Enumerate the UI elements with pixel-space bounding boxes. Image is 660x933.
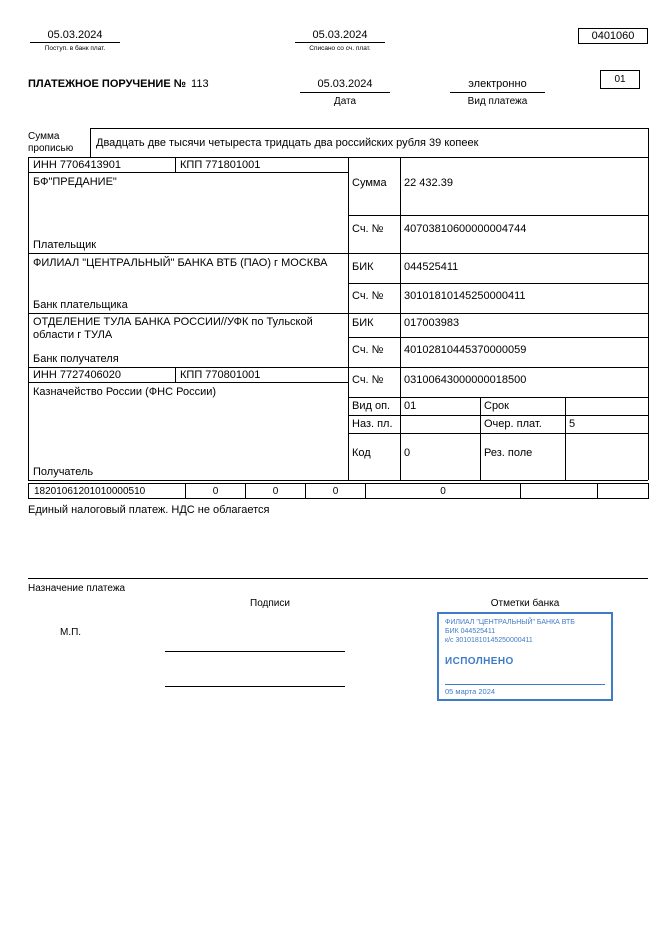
date-debited-caption: Списано со сч. плат.: [309, 45, 371, 52]
underline: [450, 92, 545, 93]
payer-bank-bik: 044525411: [404, 261, 459, 273]
signatures-label: Подписи: [250, 598, 290, 609]
payment-kind-label: Вид платежа: [467, 96, 528, 107]
payment-purpose-caption: Назначение платежа: [28, 583, 126, 594]
payer-kpp: КПП 771801001: [180, 159, 261, 171]
payee-bank-name: ОТДЕЛЕНИЕ ТУЛА БАНКА РОССИИ//УФК по Тульской области г ТУЛА: [33, 316, 313, 341]
status-code-box: 01: [600, 70, 640, 89]
payee-bank-bik-label: БИК: [352, 317, 374, 329]
form-code-box: 0401060: [578, 28, 648, 44]
amount-words-label-1: Сумма: [28, 131, 60, 142]
stamp-bik: БИК 044525411: [445, 628, 496, 635]
grid-line: [175, 157, 176, 172]
srok-label: Срок: [484, 400, 509, 412]
payer-name: БФ"ПРЕДАНИЕ": [33, 176, 117, 188]
tax-cell: [598, 484, 648, 498]
kod-value: 0: [404, 447, 411, 459]
stamp-date: 05 марта 2024: [445, 684, 605, 696]
op-type-label: Вид оп.: [352, 400, 391, 412]
tax-cell: 0: [186, 484, 246, 498]
tax-cell: 0: [306, 484, 366, 498]
grid-line: [90, 128, 91, 157]
payment-kind: электронно: [468, 78, 527, 90]
tax-cell: 0: [366, 484, 521, 498]
grid-line: [348, 215, 648, 216]
kbk-cell: 18201061201010000510: [29, 484, 186, 498]
stamp-place-label: М.П.: [60, 627, 82, 638]
payee-bank-caption: Банк получателя: [33, 353, 119, 365]
grid-line: [480, 397, 481, 480]
amount-words-label-2: прописью: [28, 143, 74, 154]
underline: [295, 42, 385, 43]
grid-line: [28, 367, 648, 368]
grid-line: [565, 397, 566, 480]
doc-date-label: Дата: [333, 96, 357, 107]
payer-inn: ИНН 7706413901: [33, 159, 122, 171]
stamp-status: ИСПОЛНЕНО: [445, 656, 514, 667]
date-debited-account: 05.03.2024: [312, 29, 368, 41]
tax-cell: 0: [246, 484, 306, 498]
payee-inn: ИНН 7727406020: [33, 369, 122, 381]
grid-line: [28, 253, 648, 254]
grid-line: [400, 157, 401, 480]
tax-fields-row: [28, 483, 649, 499]
rez-pole-label: Рез. поле: [484, 447, 533, 459]
doc-title-row: [28, 78, 209, 91]
signature-line-1: [165, 651, 345, 652]
payee-account: 03100643000000018500: [404, 374, 527, 386]
grid-line: [648, 128, 649, 480]
grid-line: [28, 313, 648, 314]
payer-account: 40703810600000004744: [404, 223, 527, 235]
date-received-caption: Поступ. в банк плат.: [44, 45, 106, 52]
kod-label: Код: [352, 447, 371, 459]
sum-label: Сумма: [352, 177, 387, 189]
signature-line-2: [165, 686, 345, 687]
doc-title: ПЛАТЕЖНОЕ ПОРУЧЕНИЕ №: [28, 78, 186, 90]
payer-bank-caption: Банк плательщика: [33, 299, 128, 311]
doc-number: 113: [191, 78, 209, 90]
underline: [300, 92, 390, 93]
tax-cell: [521, 484, 598, 498]
sum-value: 22 432.39: [404, 177, 453, 189]
payee-bank-account-label: Сч. №: [352, 344, 384, 356]
payee-bank-account: 40102810445370000059: [404, 344, 527, 356]
ocher-plat-label: Очер. плат.: [484, 418, 542, 430]
underline: [30, 42, 120, 43]
payee-name: Казначейство России (ФНС России): [33, 386, 217, 398]
date-received-bank: 05.03.2024: [47, 29, 103, 41]
doc-date: 05.03.2024: [317, 78, 373, 90]
payee-bank-bik: 017003983: [404, 317, 460, 329]
payer-account-label: Сч. №: [352, 223, 384, 235]
payee-kpp: КПП 770801001: [180, 369, 261, 381]
bank-marks-label: Отметки банка: [490, 598, 560, 609]
bank-stamp: [437, 612, 613, 701]
payer-bank-account: 30101810145250000411: [404, 290, 526, 302]
naz-pl-label: Наз. пл.: [352, 418, 393, 430]
grid-line: [28, 172, 348, 173]
grid-line: [90, 128, 648, 129]
grid-line: [175, 367, 176, 382]
grid-line: [348, 415, 648, 416]
purpose-underline: [28, 578, 648, 579]
amount-in-words: Двадцать две тысячи четыреста тридцать два российских рубля 39 копеек: [96, 137, 479, 149]
stamp-corr-account: к/с 30101810145250000411: [445, 637, 533, 644]
stamp-bank-name: ФИЛИАЛ "ЦЕНТРАЛЬНЫЙ" БАНКА ВТБ: [445, 619, 575, 626]
ocher-plat-value: 5: [569, 418, 576, 430]
grid-line: [28, 480, 648, 481]
payer-bank-name: ФИЛИАЛ "ЦЕНТРАЛЬНЫЙ" БАНКА ВТБ (ПАО) г МОСКВА: [33, 257, 328, 269]
payer-caption: Плательщик: [33, 239, 97, 251]
payment-purpose-text: Единый налоговый платеж. НДС не облагается: [28, 504, 270, 516]
payer-bank-account-label: Сч. №: [352, 290, 384, 302]
grid-line: [28, 157, 29, 480]
grid-line: [348, 397, 648, 398]
payer-bank-bik-label: БИК: [352, 261, 374, 273]
grid-line: [348, 337, 648, 338]
grid-line: [348, 157, 349, 480]
grid-line: [28, 157, 648, 158]
payee-caption: Получатель: [33, 466, 94, 478]
grid-line: [348, 433, 648, 434]
grid-line: [348, 283, 648, 284]
grid-line: [28, 382, 348, 383]
payee-account-label: Сч. №: [352, 374, 384, 386]
op-type-value: 01: [404, 400, 417, 412]
